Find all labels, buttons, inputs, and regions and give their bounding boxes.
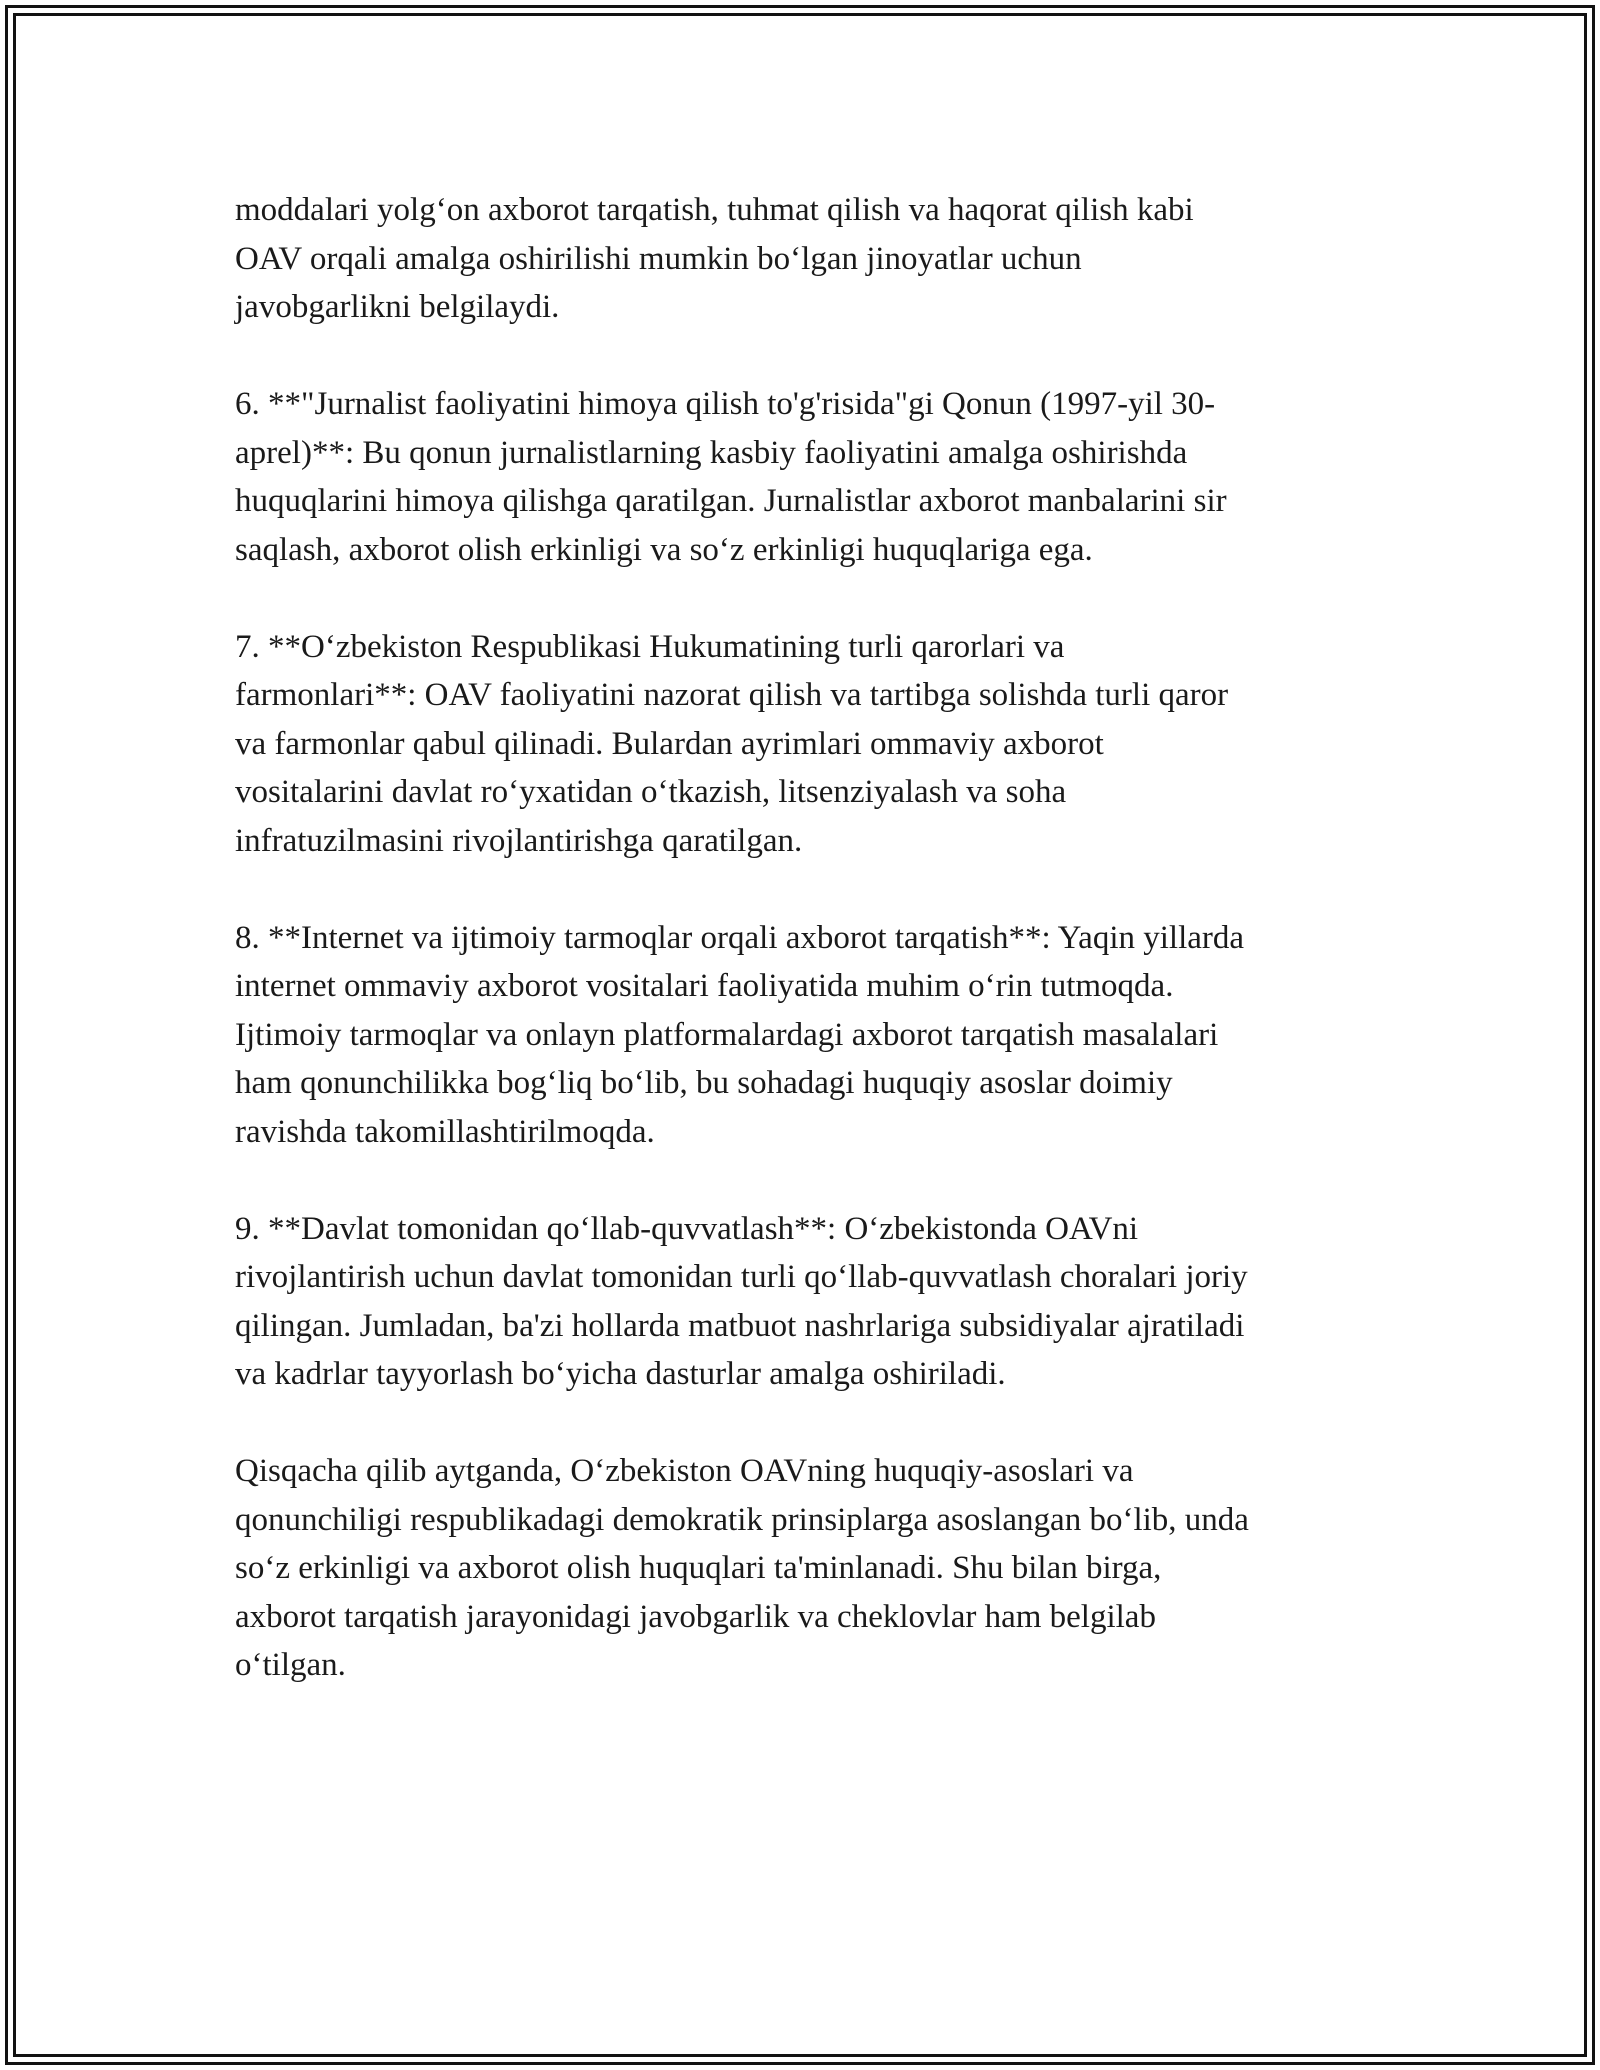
paragraph-item-7: 7. **O‘zbekiston Respublikasi Hukumatining turli qarorlari va farmonlari**: OAV faoliyatini nazorat qilish va tartibga solishda turli qaror va farmonlar qabul qilinadi. Bulardan ayrimlari ommaviy axborot vositalarini davlat ro‘yxatidan o‘tkazish, litsenziyalash va soha infratuzilmasini rivojlantirishga qaratilgan. bbox=[235, 628, 1229, 859]
paragraph-item-9: 9. **Davlat tomonidan qo‘llab-quvvatlash**: O‘zbekistonda OAVni rivojlantirish uchun davlat tomonidan turli qo‘llab-quvvatlash choralari joriy qilingan. Jumladan, ba'zi hollarda matbuot nashrlariga subsidiyalar ajratiladi va kadrlar tayyorlash bo‘yicha dasturlar amalga oshiriladi. bbox=[235, 1210, 1248, 1392]
paragraph-continuation: moddalari yolg‘on axborot tarqatish, tuhmat qilish va haqorat qilish kabi OAV orqali amalga oshirilishi mumkin bo‘lgan jinoyatlar uchun javobgarlikni belgilaydi. bbox=[235, 192, 1194, 325]
paragraph-conclusion: Qisqacha qilib aytganda, O‘zbekiston OAVning huquqiy-asoslari va qonunchiligi respublikadagi demokratik prinsiplarga asoslangan bo‘lib, unda so‘z erkinligi va axborot olish huquqlari ta'minlanadi. Shu bilan birga, axborot tarqatish jarayonidagi javobgarlik va cheklovlar ham belgilab o‘tilgan. bbox=[235, 1453, 1249, 1683]
document-body bbox=[235, 186, 1370, 1738]
paragraph-item-6: 6. **"Jurnalist faoliyatini himoya qilish to'g'risida"gi Qonun (1997-yil 30- aprel)**: Bu qonun jurnalistlarning kasbiy faoliyatini amalga oshirishda huquqlarini himoya qilishga qaratilgan. Jurnalistlar axborot manbalarini sir saqlash, axborot olish erkinligi va so‘z erkinligi huquqlariga ega. bbox=[235, 386, 1227, 568]
paragraph-item-8: 8. **Internet va ijtimoiy tarmoqlar orqali axborot tarqatish**: Yaqin yillarda internet ommaviy axborot vositalari faoliyatida muhim o‘rin tutmoqda. Ijtimoiy tarmoqlar va onlayn platformalardagi axborot tarqatish masalalari ham qonunchilikka bog‘liq bo‘lib, bu sohadagi huquqiy asoslar doimiy ravishda takomillashtirilmoqda. bbox=[235, 919, 1245, 1150]
